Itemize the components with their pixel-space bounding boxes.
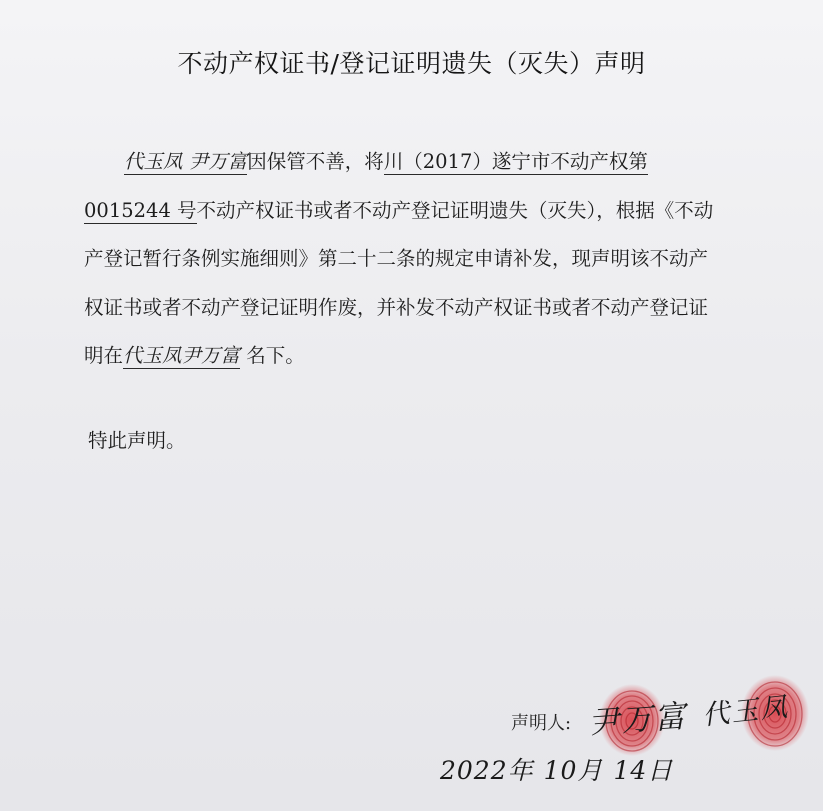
certificate-number: 川（2017）遂宁市不动产权第 0015244 号: [84, 150, 648, 222]
date-day: 14日: [613, 756, 674, 785]
document-title: 不动产权证书/登记证明遗失（灭失）声明: [177, 49, 646, 78]
owner-names-filled: 代玉凤 尹万富: [124, 150, 248, 173]
signature-name-2: 代玉凤: [700, 691, 791, 732]
body-text-2: 不动产权证书或者不动产登记证明遗失（灭失），根据《不动产登记暂行条例实施细则》第二十二条的规定申请补发，现声明该不动产权证书或者不动产登记证明作废，并补发不动产权证书或者不动产登记证明在: [84, 198, 714, 367]
statement-body: [84, 138, 724, 381]
body-text-1: 因保管不善，将: [247, 150, 384, 173]
closing-line: 特此声明。: [88, 429, 186, 452]
date-year: 2022年: [440, 756, 534, 785]
body-text-3: 名下。: [240, 344, 305, 367]
date-month: 10月: [543, 756, 604, 785]
signature-name-1: 尹万富: [587, 698, 689, 742]
signature-date: [440, 751, 683, 787]
owner-names-filled-2: 代玉凤尹万富: [123, 344, 241, 367]
signer-label: 声明人:: [511, 713, 572, 734]
